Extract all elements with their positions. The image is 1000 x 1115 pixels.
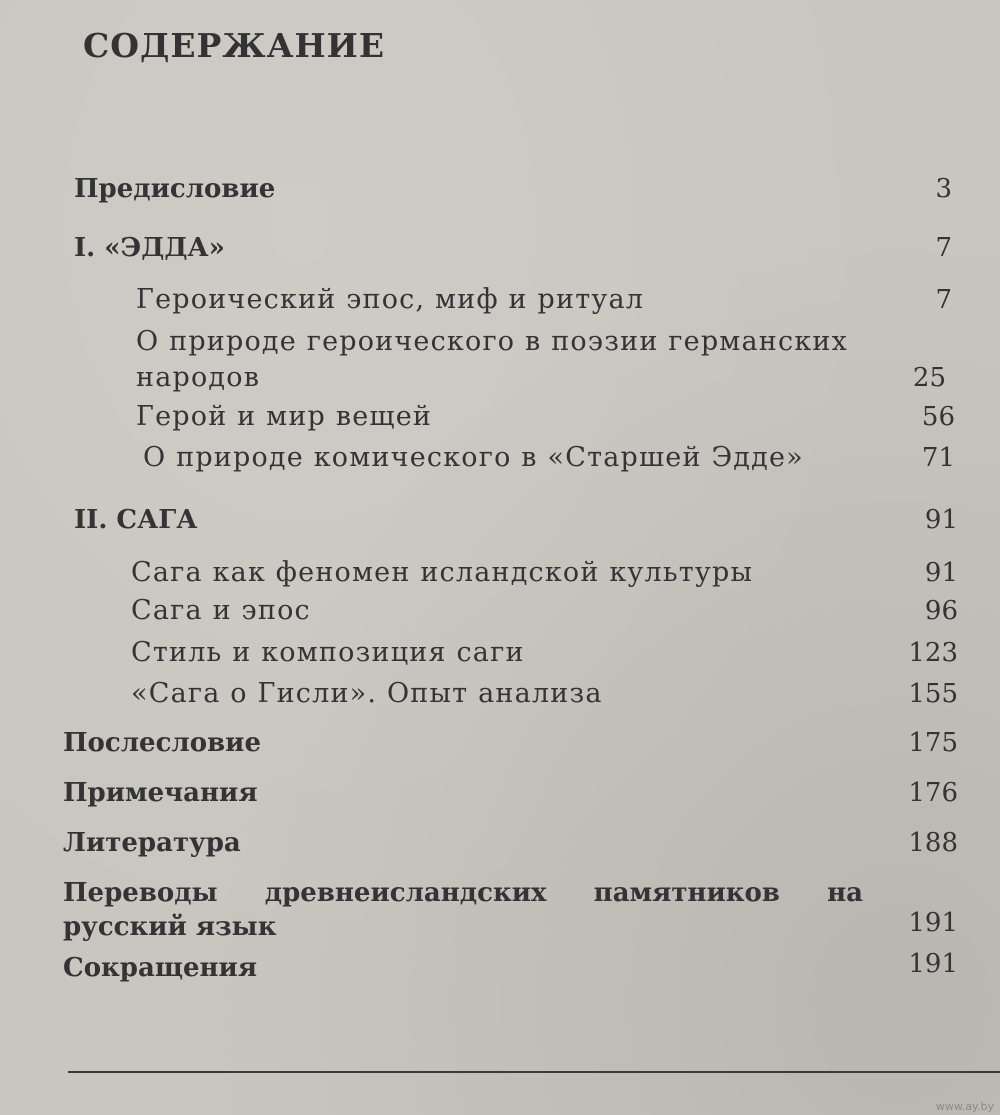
toc-subentry-label: «Сага о Гисли». Опыт анализа: [131, 678, 603, 709]
toc-entry-page: 3: [935, 174, 952, 204]
toc-subentry-label: О природе комического в «Старшей Эдде»: [143, 442, 804, 473]
toc-entry-page: 96: [924, 596, 958, 626]
toc-entry-label-line1: [63, 876, 863, 910]
toc-word: Переводы: [63, 878, 218, 908]
toc-subentry-label: Герой и мир вещей: [136, 401, 433, 432]
toc-word: памятников: [593, 878, 780, 908]
toc-entry-page: 188: [908, 828, 958, 858]
toc-entry-page: 56: [921, 402, 955, 432]
toc-entry-page: 7: [935, 285, 952, 315]
toc-entry-page: 91: [924, 505, 958, 535]
toc-subentry-label: Героический эпос, миф и ритуал: [136, 284, 645, 315]
page-title: СОДЕРЖАНИЕ: [83, 26, 386, 65]
toc-subentry-label: Стиль и композиция саги: [131, 637, 525, 668]
toc-entry-label: Сокращения: [63, 953, 258, 983]
toc-entry-page: 91: [924, 558, 958, 588]
toc-entry-page: 191: [908, 908, 958, 938]
toc-entry-page: 123: [908, 638, 958, 668]
toc-entry-page: 191: [908, 949, 958, 979]
toc-entry-label: Литература: [63, 828, 241, 858]
toc-subentry-label-line1: О природе героического в поэзии германских: [136, 326, 849, 357]
toc-subentry-label: Сага и эпос: [131, 595, 311, 626]
toc-section-label: II. САГА: [74, 505, 198, 535]
toc-entry-label: Послесловие: [63, 728, 261, 758]
toc-subentry-label: Сага как феномен исландской культуры: [131, 557, 754, 588]
toc-word: на: [827, 878, 863, 908]
toc-entry-label-line2: русский язык: [63, 912, 277, 942]
toc-entry-label: Предисловие: [74, 174, 276, 204]
toc-entry-page: 176: [908, 778, 958, 808]
toc-entry-page: 25: [912, 363, 946, 393]
watermark: www.ay.by: [935, 1100, 994, 1113]
bottom-rule: [68, 1071, 1000, 1073]
toc-entry-page: 71: [921, 443, 955, 473]
toc-word: древнеисландских: [264, 878, 547, 908]
toc-entry-page: 155: [908, 679, 958, 709]
toc-entry-label: Примечания: [63, 778, 258, 808]
toc-entry-page: 175: [908, 728, 958, 758]
toc-subentry-label-line2: народов: [136, 362, 261, 393]
toc-entry-page: 7: [935, 233, 952, 263]
toc-section-label: I. «ЭДДА»: [74, 233, 225, 263]
